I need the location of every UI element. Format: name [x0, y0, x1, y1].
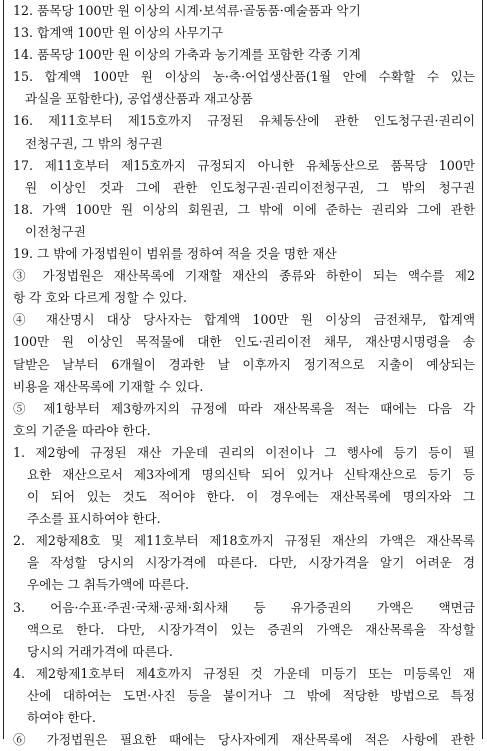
text-line: ⑤ 제1항부터 제3항까지의 규정에 따라 재산목록을 적는 때에는 다음 각	[13, 400, 475, 416]
text-line: ④ 재산명시 대상 당사자는 합계액 100만 원 이상의 금전채무, 합계액	[13, 312, 475, 328]
text-line: 액으로 한다. 다만, 시장가격이 있는 증권의 가액은 재산목록을 작성할	[27, 621, 475, 637]
text-line: 전청구권, 그 밖의 청구권	[25, 135, 163, 151]
text-line: 13. 합계액 100만 원 이상의 사무기구	[13, 25, 224, 41]
text-line: ⑥ 가정법원은 필요한 때에는 당사자에게 재산목록에 적은 사항에 관한	[13, 732, 475, 748]
text-line: 12. 품목당 100만 원 이상의 시계·보석류·골동품·예술품과 악기	[13, 3, 361, 18]
text-line: 요한 재산으로서 제3자에게 명의신탁 되어 있거나 신탁재산으로 등기 등	[27, 466, 475, 482]
text-line: 이 되어 있는 것도 적어야 한다. 이 경우에는 재산목록에 명의자와 그	[27, 489, 475, 505]
text-line: 3. 어음·수표·주권·국채·공채·회사채 등 유가증권의 가액은 액면금	[13, 599, 475, 615]
text-line: 우에는 그 취득가액에 따른다.	[27, 577, 189, 593]
text-line: 과실을 포함한다), 공업생산품과 재고상품	[25, 91, 253, 107]
text-line: 원 이상인 것과 그에 관한 인도청구권·권리이전청구권, 그 밖의 청구권	[25, 179, 475, 195]
text-line: 비용을 재산목록에 기재할 수 있다.	[13, 378, 204, 394]
text-line: 을 작성할 당시의 시장가격에 따른다. 다만, 시장가격을 알기 어려운 경	[27, 555, 475, 571]
text-line: 이전청구권	[25, 223, 86, 239]
text-line: 1. 제2항에 규정된 재산 가운데 권리의 이전이나 그 행사에 등기 등이 필	[13, 444, 475, 460]
text-line: 18. 가액 100만 원 이상의 회원권, 그 밖에 이에 준하는 권리와 그에 관한	[13, 201, 475, 217]
text-line: 19. 그 밖에 가정법원이 범위를 정하여 적을 것을 명한 재산	[13, 246, 337, 262]
text-line: 당시의 거래가격에 따른다.	[27, 643, 173, 659]
text-line: 호의 기준을 따라야 한다.	[13, 422, 151, 438]
text-line: 14. 품목당 100만 원 이상의 가축과 농기계를 포함한 각종 기계	[13, 47, 361, 63]
text-line: 17. 제11호부터 제15호까지 규정되지 아니한 유체동산으로 품목당 100만	[13, 157, 475, 173]
text-line: ③ 가정법원은 재산목록에 기재할 재산의 종류와 하한이 되는 액수를 제2	[13, 268, 475, 284]
text-line: 주소를 표시하여야 한다.	[27, 511, 161, 527]
text-line: 2. 제2항제8호 및 제11호부터 제18호까지 규정된 재산의 가액은 재산목록	[13, 533, 475, 549]
text-line: 하여야 한다.	[27, 710, 96, 725]
text-line: 100만 원 이상인 목적물에 대한 인도·권리이전 채무, 재산명시명령을 송	[13, 334, 475, 350]
document-body	[13, 0, 475, 751]
text-line: 산에 대하여는 도면·사진 등을 붙이거나 그 밖에 적당한 방법으로 특정	[27, 687, 475, 703]
text-line: 15. 합계액 100만 원 이상의 농·축·어업생산품(1월 안에 수확할 수 있는	[13, 69, 475, 85]
text-line: 달받은 날부터 6개월이 경과한 날 이후까지 정기적으로 지출이 예상되는	[13, 356, 475, 372]
text-line: 4. 제2항제1호부터 제4호까지 규정된 것 가운데 미등기 또는 미등록인 재	[13, 665, 475, 681]
text-line: 항 각 호와 다르게 정할 수 있다.	[13, 290, 188, 306]
text-line: 16. 제11호부터 제15호까지 규정된 유체동산에 관한 인도청구권·권리이	[13, 113, 475, 129]
